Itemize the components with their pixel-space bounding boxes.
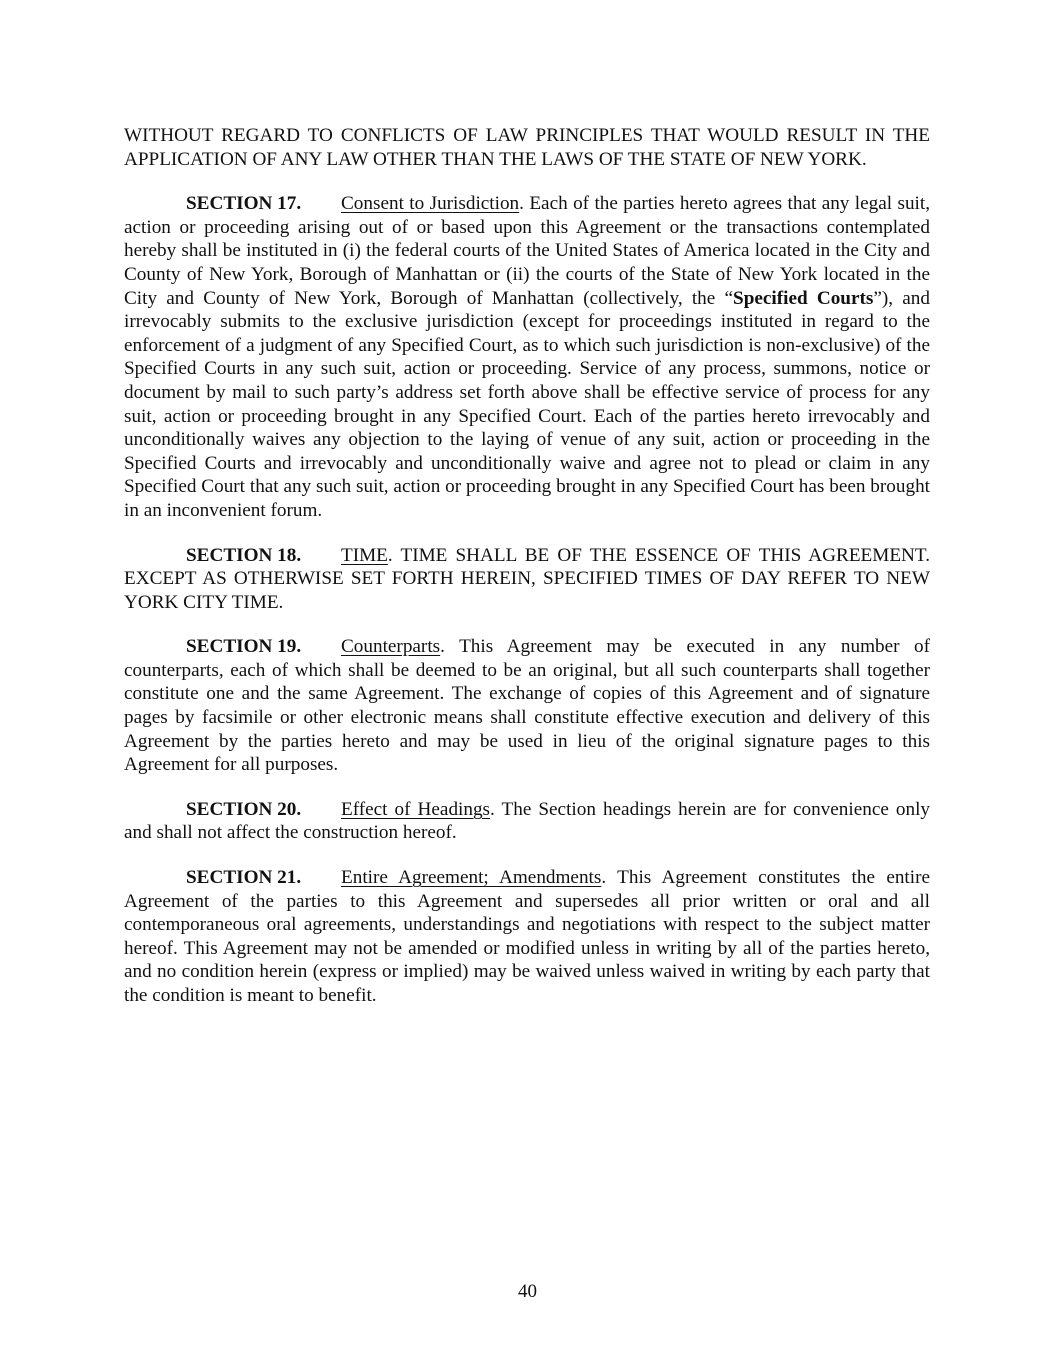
section-17 [124, 192, 930, 522]
section-18-label: SECTION 18. [186, 544, 302, 566]
section-20-label: SECTION 20. [186, 798, 302, 820]
section-17-defined-term: Specified Courts [733, 287, 874, 309]
section-17-label: SECTION 17. [186, 193, 302, 215]
section-17-title: Consent to Jurisdiction [341, 193, 520, 215]
section-17-text-after: ”), and irrevocably submits to the exclusive jurisdiction (except for proceedings instituted in regard to the enforcement of a judgment of any Specified Court, as to which such jurisdiction is non-exclusive) of the Specified Courts in any such suit, action or proceeding. Service of any process, summons, notice or document by mail to such party’s address set forth above shall be effective service of process for any suit, action or proceeding brought in any Specified Court. Each of the parties hereto irrevocably and unconditionally waives any objection to the laying of venue of any suit, action or proceeding in the Specified Courts and irrevocably and unconditionally waive and agree not to plead or claim in any Specified Court that any such suit, action or proceeding brought in any Specified Court has been brought in an inconvenient forum. [124, 287, 930, 521]
page-number: 40 [518, 1281, 537, 1302]
section-19 [124, 635, 930, 777]
section-21-text: . This Agreement constitutes the entire Agreement of the parties to this Agreement and supersedes all prior written or oral and all contemporaneous oral agreements, understandings and negotiations with respect to the subject matter hereof. This Agreement may not be amended or modified unless in writing by all of the parties hereto, and no condition herein (express or implied) may be waived unless waived in writing by each party that the condition is meant to benefit. [124, 867, 930, 1006]
section-21-title: Entire Agreement; Amendments [341, 867, 602, 889]
section-17-text-before: . Each of the parties hereto agrees that any legal suit, action or proceeding arising out of or based upon this Agreement or the transactions contemplated hereby shall be instituted in (i) the federal courts of the United States of America located in the City and County of New York, Borough of Manhattan or (ii) the courts of the State of New York located in the City and County of New York, Borough of Manhattan (collectively, the “ [124, 193, 930, 309]
section-19-title: Counterparts [341, 636, 441, 658]
section-18-title: TIME [341, 544, 388, 566]
section-18 [124, 544, 930, 615]
section-19-label: SECTION 19. [186, 636, 302, 658]
section-19-text: . This Agreement may be executed in any number of counterparts, each of which shall be deemed to be an original, but all such counterparts shall together constitute one and the same Agreement. The exchange of copies of this Agreement and of signature pages by facsimile or other electronic means shall constitute effective execution and delivery of this Agreement by the parties hereto and may be used in lieu of the original signature pages to this Agreement for all purposes. [124, 636, 930, 776]
section-20-text: . The Section headings herein are for convenience only and shall not affect the construction hereof. [124, 798, 930, 844]
section-21 [124, 866, 930, 1008]
section-20 [124, 798, 930, 845]
opening-paragraph: WITHOUT REGARD TO CONFLICTS OF LAW PRINCIPLES THAT WOULD RESULT IN THE APPLICATION OF ANY LAW OTHER THAN THE LAWS OF THE STATE OF NEW YORK. [124, 125, 930, 170]
document-page [124, 124, 930, 1029]
section-20-title: Effect of Headings [341, 798, 491, 820]
section-21-label: SECTION 21. [186, 867, 302, 889]
section-18-text: . TIME SHALL BE OF THE ESSENCE OF THIS AGREEMENT. EXCEPT AS OTHERWISE SET FORTH HEREIN, SPECIFIED TIMES OF DAY REFER TO NEW YORK CITY TIME. [124, 544, 930, 613]
